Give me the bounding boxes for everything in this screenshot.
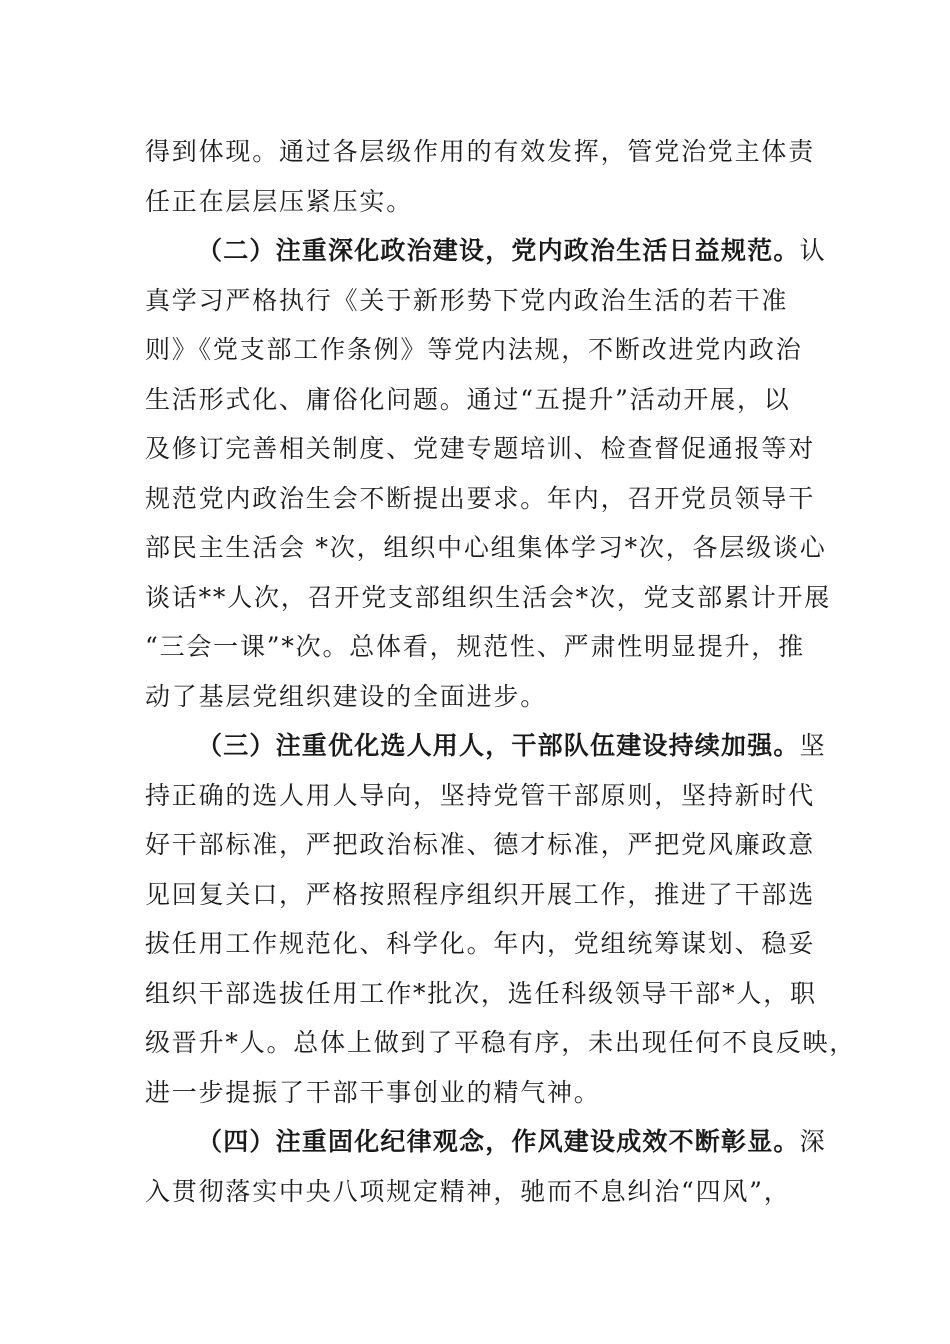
paragraph-1 (145, 127, 815, 226)
section-heading: （二）注重深化政治建设，党内政治生活日益规范。 (197, 236, 800, 265)
text-line: 组织干部选拔任用工作*批次，选任科级领导干部*人，职 (145, 978, 817, 1008)
section-heading: （四）注重固化纪律观念，作风建设成效不断彰显。 (197, 1127, 800, 1156)
text-fragment: 坚 (799, 731, 827, 760)
text-fragment: 深 (799, 1127, 827, 1156)
text-line: 部民主生活会 *次，组织中心组集体学习*次，各层级谈心 (145, 533, 827, 562)
text-line: 生活形式化、庸俗化问题。通过“五提升”活动开展，以 (145, 384, 791, 414)
text-line: 入贯彻落实中央八项规定精神，驰而不息纠治“四风”， (145, 1176, 791, 1206)
paragraph-4 (145, 1117, 827, 1216)
section-heading: （三）注重优化选人用人，干部队伍建设持续加强。 (197, 731, 800, 760)
text-line: 持正确的选人用人导向，坚持党管干部原则，坚持新时代 (145, 780, 816, 810)
text-line: 任正在层层压紧压实。 (145, 186, 414, 216)
text-line: 及修订完善相关制度、党建专题培训、检查督促通报等对 (145, 434, 816, 463)
text-line: 则》《党支部工作条例》等党内法规，不断改进党内政治 (145, 335, 803, 364)
paragraph-3 (145, 721, 857, 1117)
text-fragment: 认 (799, 236, 827, 265)
paragraph-first-line (145, 1117, 827, 1167)
paragraph-first-line (145, 226, 827, 276)
text-line: 规范党内政治生会不断提出要求。年内，召开党员领导干 (145, 483, 816, 513)
text-line: 谈话**人次，召开党支部组织生活会*次，党支部累计开展 (145, 582, 832, 612)
text-line: 进一步提振了干部干事创业的精气神。 (145, 1077, 601, 1107)
paragraph-first-line (145, 721, 827, 771)
document-body (145, 127, 857, 1216)
text-line: 拔任用工作规范化、科学化。年内，党组统筹谋划、稳妥 (145, 929, 816, 958)
text-line: 好干部标准，严把政治标准、德才标准，严把党风廉政意 (145, 830, 816, 859)
text-line: 见回复关口，严格按照程序组织开展工作，推进了干部选 (145, 879, 816, 909)
text-line: 得到体现。通过各层级作用的有效发挥，管党治党主体责 (145, 137, 816, 166)
text-line: “三会一课”*次。总体看，规范性、严肃性明显提升，推 (145, 632, 805, 661)
paragraph-2 (145, 226, 832, 721)
text-line: 级晋升*人。总体上做到了平稳有序，未出现任何不良反映， (145, 1028, 857, 1057)
text-line: 动了基层党组织建设的全面进步。 (145, 681, 548, 711)
text-line: 真学习严格执行《关于新形势下党内政治生活的若干准 (145, 285, 789, 315)
